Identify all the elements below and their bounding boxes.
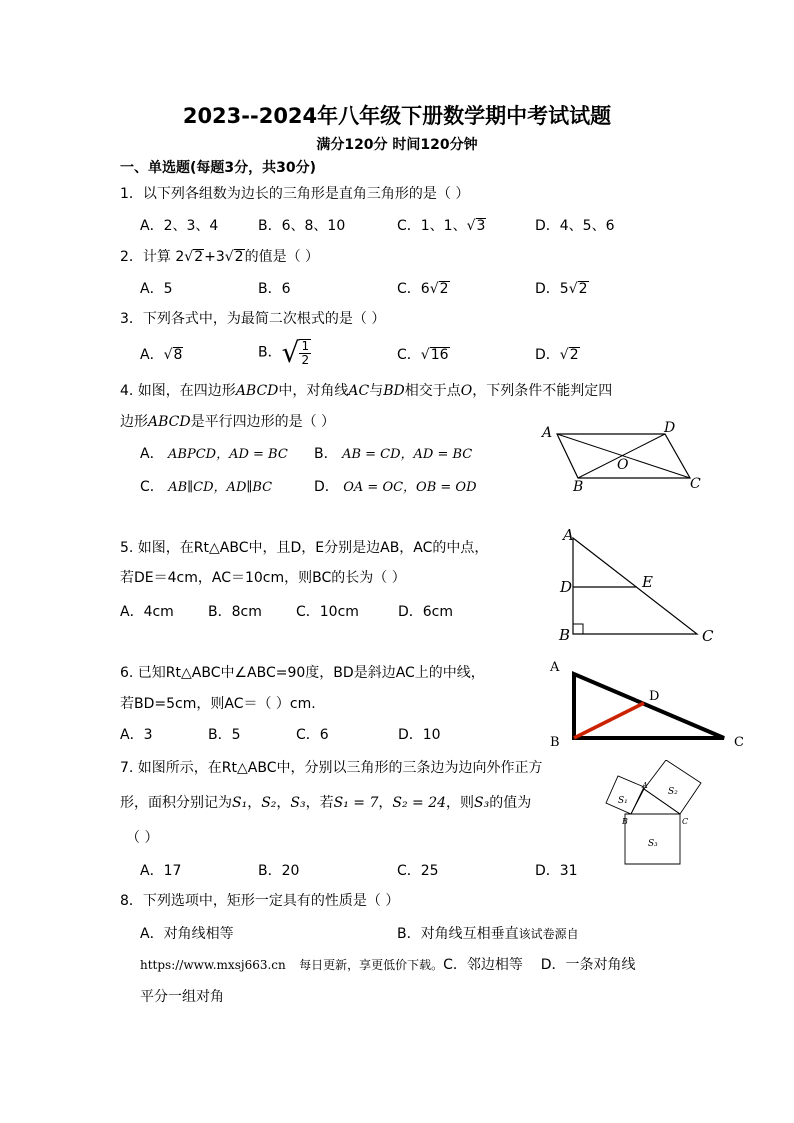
q2-option-d-text: D．5 — [535, 281, 569, 297]
q8-option-c: C．邻边相等 — [443, 957, 523, 973]
q3-stem: 3．下列各式中，为最简二次根式的是（ ） — [120, 311, 386, 327]
q3-option-c-radicand: 16 — [430, 347, 449, 363]
q5-stem-line1: 5. 如图，在Rt△ABC中，且D，E分别是边AB，AC的中点， — [120, 540, 489, 556]
q2-option-c-radicand: 2 — [439, 281, 449, 297]
q4-option-c — [140, 479, 272, 496]
q8-option-b — [397, 926, 579, 943]
q1-option-b: B．6、8、10 — [258, 218, 346, 234]
label-s2: S₂ — [668, 787, 678, 797]
q7-stem-line1: 7. 如图所示，在Rt△ABC中，分别以三角形的三条边为边向外作正方 — [120, 760, 543, 776]
q4-stem-line2 — [120, 414, 335, 431]
q2-option-d-radicand: 2 — [578, 281, 588, 297]
q7-option-b: B．20 — [258, 863, 300, 879]
square-s1 — [606, 776, 644, 814]
watermark-text: 该试卷源自 — [518, 927, 579, 941]
q7-text: ，则 — [446, 795, 475, 811]
vertex-label-b: B — [559, 626, 571, 644]
vertex-label-o: O — [617, 457, 629, 473]
q5-triangle-figure — [556, 524, 726, 648]
q1-option-c-text: C．1、1、 — [397, 218, 467, 234]
q4-math: BD — [383, 383, 405, 399]
q8-option-a: A．对角线相等 — [140, 926, 234, 942]
q4-math: O — [460, 383, 473, 399]
vertex-label-e: E — [642, 573, 653, 591]
q4-text: 是平行四边形的是（ ） — [190, 414, 336, 430]
q6-triangle-figure — [540, 656, 750, 750]
q7-math: S₃ — [290, 795, 306, 811]
option-label: B． — [314, 446, 338, 462]
q3-option-a — [140, 347, 183, 364]
vertex-label-c: C — [682, 817, 689, 826]
q6-option-b: B．5 — [208, 727, 241, 743]
q2-radicand-2: 2 — [234, 249, 244, 265]
q3-option-b-fraction — [299, 339, 311, 367]
q6-option-d: D．10 — [398, 727, 441, 743]
q5-option-b: B．8cm — [208, 604, 262, 620]
option-math: ABPCD，AD = BC — [168, 447, 288, 462]
q8-option-d: D．一条对角线 — [540, 957, 636, 973]
q2-stem-mid: +3 — [204, 249, 225, 265]
watermark-notice: 每日更新，享更低价下载。 — [299, 958, 444, 972]
q2-stem — [120, 249, 319, 266]
q1-stem: 1．以下列各组数为边长的三角形是直角三角形的是（ ） — [120, 186, 470, 202]
q7-text: 形，面积分别记为 — [120, 795, 232, 811]
q5-option-a: A．4cm — [120, 604, 174, 620]
q2-option-c — [397, 281, 450, 298]
fraction-numerator: 1 — [301, 338, 310, 353]
q2-stem-prefix: 2．计算 2 — [120, 249, 185, 265]
q7-text: ， — [247, 795, 262, 811]
section-heading: 一、单选题(每题3分，共30分) — [120, 160, 317, 176]
q8-option-b-text: B．对角线互相垂直 — [397, 926, 519, 942]
q8-line3 — [140, 957, 636, 974]
triangle-abc — [573, 538, 697, 634]
q7-math: S₂ — [261, 795, 277, 811]
q7-math: S₁ — [232, 795, 248, 811]
q4-text: 中，对角线 — [278, 383, 349, 399]
right-angle-mark — [573, 624, 583, 634]
q3-option-a-radicand: 8 — [173, 347, 183, 363]
q8-option-d-continued: 平分一组对角 — [140, 989, 224, 1005]
q7-text: 的值为 — [489, 795, 532, 811]
option-math: AB∥CD，AD∥BC — [168, 480, 273, 495]
q4-text: 与 — [369, 383, 384, 399]
q8-stem: 8．下列选项中，矩形一定具有的性质是（ ） — [120, 893, 400, 909]
label-s1: S₁ — [618, 796, 628, 806]
q4-text: 4. 如图，在四边形 — [120, 383, 236, 399]
sqrt-symbol: √ — [163, 347, 173, 363]
q4-math: ABCD — [235, 383, 279, 399]
q5-option-c: C．10cm — [296, 604, 359, 620]
vertex-label-a: A — [642, 781, 648, 790]
sqrt-symbol: √ — [429, 281, 439, 297]
vertex-label-c: C — [702, 627, 714, 645]
q7-option-c: C．25 — [397, 863, 439, 879]
vertex-label-d: D — [560, 578, 573, 596]
q7-squares-figure — [604, 760, 734, 870]
q4-parallelogram-figure — [535, 418, 715, 496]
q6-option-a: A．3 — [120, 727, 153, 743]
vertex-label-c: C — [690, 476, 701, 492]
q4-math: ABCD — [148, 414, 191, 430]
q4-option-b — [314, 446, 472, 463]
sqrt-symbol: √ — [184, 249, 194, 265]
q4-text: 相交于点 — [404, 383, 461, 399]
vertex-label-b: B — [573, 479, 584, 495]
watermark-link[interactable]: https://www.mxsj663.cn — [140, 958, 286, 972]
q4-text: 边形 — [120, 414, 148, 430]
q4-math: AC — [348, 383, 370, 399]
q7-math: S₂ = 24 — [392, 795, 447, 811]
q1-option-c-radicand: 3 — [476, 218, 486, 234]
vertex-label-c: C — [734, 735, 744, 750]
sqrt-symbol: √ — [420, 347, 430, 363]
vertex-label-b: B — [622, 817, 628, 826]
vertex-label-a: A — [550, 660, 560, 675]
q3-option-c-label: C． — [397, 347, 421, 363]
sqrt-symbol: √ — [224, 249, 234, 265]
q1-option-c — [397, 218, 486, 235]
sqrt-symbol: √ — [559, 347, 569, 363]
page-subtitle: 满分120分 时间120分钟 — [316, 137, 478, 153]
q2-option-a: A．5 — [140, 281, 173, 297]
q2-stem-suffix: 的值是（ ） — [244, 249, 320, 265]
q2-option-c-text: C．6 — [397, 281, 430, 297]
q7-option-d: D．31 — [535, 863, 578, 879]
option-label: A． — [140, 446, 164, 462]
q3-option-c — [397, 347, 450, 364]
q4-text: ，下列条件不能判定四 — [472, 383, 613, 399]
q6-stem-line2: 若BD=5cm，则AC＝（ ）cm. — [120, 696, 316, 712]
option-label: D． — [314, 479, 339, 495]
q7-math: S₁ = 7 — [333, 795, 379, 811]
q3-option-d — [535, 347, 580, 364]
median-bd — [574, 703, 644, 738]
q7-text: ， — [378, 795, 393, 811]
sqrt-symbol: √ — [568, 281, 578, 297]
vertex-label-a: A — [563, 526, 574, 544]
q7-text: ，若 — [305, 795, 334, 811]
q7-stem-line2 — [120, 795, 531, 812]
q3-option-d-label: D． — [535, 347, 560, 363]
fraction-denominator: 2 — [301, 352, 310, 367]
q5-stem-line2: 若DE＝4cm，AC＝10cm，则BC的长为（ ） — [120, 570, 406, 586]
option-math: AB = CD，AD = BC — [342, 447, 473, 462]
vertex-label-a: A — [542, 425, 553, 441]
option-label: C． — [140, 479, 164, 495]
vertex-label-b: B — [550, 735, 560, 750]
sqrt-symbol: √ — [466, 218, 476, 234]
q1-option-a: A．2、3、4 — [140, 218, 219, 234]
label-s3: S₃ — [648, 839, 658, 849]
q7-answer-paren: （ ） — [126, 830, 159, 846]
q2-option-d — [535, 281, 589, 298]
vertex-label-d: D — [649, 689, 660, 704]
sqrt-symbol: √ — [281, 336, 300, 369]
q3-option-a-label: A． — [140, 347, 164, 363]
q7-option-a: A．17 — [140, 863, 182, 879]
q3-option-d-radicand: 2 — [569, 347, 579, 363]
q3-option-b-label: B． — [258, 344, 282, 361]
q2-option-b: B．6 — [258, 281, 291, 297]
vertex-label-d: D — [664, 420, 676, 436]
q6-stem-line1: 6. 已知Rt△ABC中∠ABC=90度，BD是斜边AC上的中线， — [120, 665, 485, 681]
q6-option-c: C．6 — [296, 727, 329, 743]
q7-math: S₃ — [474, 795, 490, 811]
q3-option-b — [258, 336, 311, 370]
q5-option-d: D．6cm — [398, 604, 454, 620]
page-title: 2023--2024年八年级下册数学期中考试试题 — [182, 104, 612, 128]
q4-stem-line1 — [120, 383, 612, 400]
q1-option-d: D．4、5、6 — [535, 218, 615, 234]
q7-text: ， — [276, 795, 291, 811]
q2-radicand-1: 2 — [194, 249, 204, 265]
q4-option-a — [140, 446, 288, 463]
option-math: OA = OC，OB = OD — [343, 480, 477, 495]
q4-option-d — [314, 479, 477, 496]
